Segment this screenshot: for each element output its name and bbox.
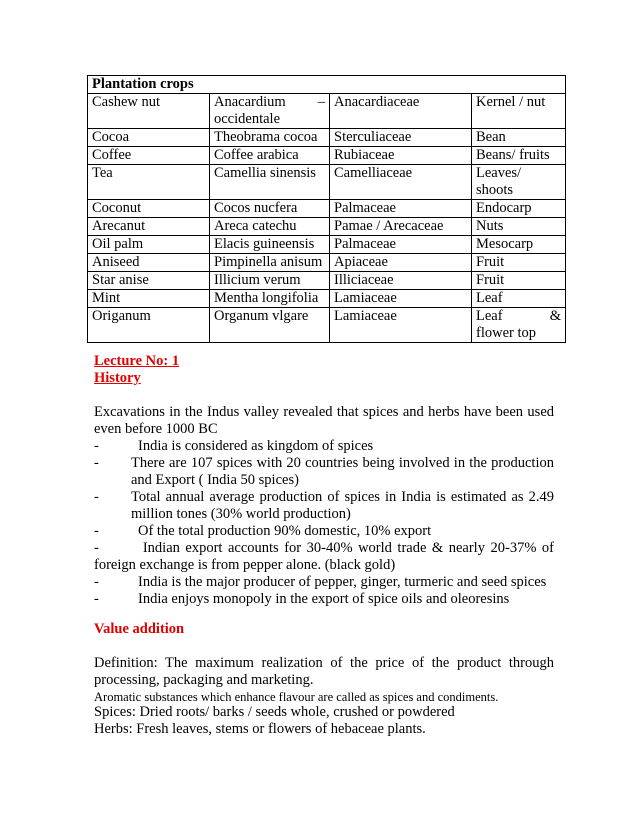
crop-name: Coconut [88,200,210,218]
table-row [88,165,566,200]
list-item-text: Of the total production 90% domestic, 10% export [138,523,432,539]
value-addition-definition: Definition: The maximum realization of the price of the product through processing, packaging and marketing. [94,655,554,688]
list-item-text: Total annual average production of spices in India is estimated as 2.49 million tones (30% world production) [131,489,554,522]
economic-part: Bean [472,129,566,147]
crop-name: Cashew nut [88,94,210,129]
family-name: Palmaceae [330,236,472,254]
crop-name: Aniseed [88,254,210,272]
table-row [88,129,566,147]
family-name: Lamiaceae [330,290,472,308]
history-intro: Excavations in the Indus valley revealed that spices and herbs have been used even before 1000 BC [94,404,554,437]
scientific-name: Illicium verum [210,272,330,290]
bullet-dash: - [94,438,99,454]
crop-name: Arecanut [88,218,210,236]
scientific-name-part: – [317,94,325,110]
family-name: Apiaceae [330,254,472,272]
scientific-name: Organum vlgare [210,308,330,343]
scientific-name-part: occidentale [214,111,281,127]
history-bullet-list [94,438,554,608]
herbs-definition: Herbs: Fresh leaves, stems or flowers of hebaceae plants. [94,721,426,737]
family-name: Illiciaceae [330,272,472,290]
table-row [88,200,566,218]
economic-part-text: & [549,308,562,324]
economic-part: Kernel / nut [472,94,566,129]
table-row [88,94,566,129]
economic-part: Mesocarp [472,236,566,254]
table-header-row [88,76,566,94]
table-row [88,308,566,343]
crop-name: Coffee [88,147,210,165]
value-addition-heading: Value addition [94,621,185,637]
economic-part: Beans/ fruits [472,147,566,165]
scientific-name: Camellia sinensis [210,165,330,200]
table-row [88,236,566,254]
table-row [88,218,566,236]
bullet-dash: - [94,489,99,505]
scientific-name: Cocos nucfera [210,200,330,218]
family-name: Lamiaceae [330,308,472,343]
list-item [94,574,554,591]
list-item-text: Indian export accounts for 30-40% world trade & nearly 20-37% of foreign exchange is from pepper alone. (black gold) [94,540,554,573]
list-item-text: India enjoys monopoly in the export of spice oils and oleoresins [138,591,510,607]
scientific-name: Mentha longifolia [210,290,330,308]
plantation-crops-table [87,75,566,343]
crop-name: Cocoa [88,129,210,147]
scientific-name-part: Anacardium [214,94,286,110]
bullet-dash: - [94,455,99,471]
list-item [94,523,554,540]
aromatic-substances-note: Aromatic substances which enhance flavour are called as spices and condiments. [94,690,499,704]
crop-name: Mint [88,290,210,308]
economic-part [472,308,566,343]
economic-part: Endocarp [472,200,566,218]
bullet-dash: - [94,540,99,556]
list-item [94,438,554,455]
scientific-name: Elacis guineensis [210,236,330,254]
list-item [94,489,554,523]
bullet-dash: - [94,591,99,607]
crop-name: Origanum [88,308,210,343]
economic-part-text: Leaf [476,308,503,324]
table-row [88,254,566,272]
economic-part: Leaves/ shoots [472,165,566,200]
list-item-text: There are 107 spices with 20 countries being involved in the production and Export ( India 50 spices) [131,455,554,488]
economic-part: Fruit [472,254,566,272]
spices-definition: Spices: Dried roots/ barks / seeds whole, crushed or powdered [94,704,455,720]
crop-name: Star anise [88,272,210,290]
crop-name: Oil palm [88,236,210,254]
scientific-name [210,94,330,129]
table-header: Plantation crops [88,76,566,94]
scientific-name: Theobrama cocoa [210,129,330,147]
lecture-number: Lecture No: 1 [94,353,180,369]
family-name: Sterculiaceae [330,129,472,147]
bullet-dash: - [94,574,99,590]
family-name: Palmaceae [330,200,472,218]
scientific-name: Pimpinella anisum [210,254,330,272]
crop-name: Tea [88,165,210,200]
economic-part: Fruit [472,272,566,290]
economic-part-text: flower top [476,325,536,341]
scientific-name: Areca catechu [210,218,330,236]
table-row [88,147,566,165]
list-item [94,540,554,574]
lecture-title: History [94,370,141,386]
bullet-dash: - [94,523,99,539]
table-row [88,290,566,308]
family-name: Rubiaceae [330,147,472,165]
list-item [94,455,554,489]
list-item [94,591,554,608]
economic-part: Nuts [472,218,566,236]
list-item-text: India is considered as kingdom of spices [138,438,374,454]
table-row [88,272,566,290]
family-name: Camelliaceae [330,165,472,200]
family-name: Anacardiaceae [330,94,472,129]
list-item-text: India is the major producer of pepper, ginger, turmeric and seed spices [138,574,547,590]
lecture-heading [94,353,554,387]
economic-part: Leaf [472,290,566,308]
scientific-name: Coffee arabica [210,147,330,165]
family-name: Pamae / Arecaceae [330,218,472,236]
